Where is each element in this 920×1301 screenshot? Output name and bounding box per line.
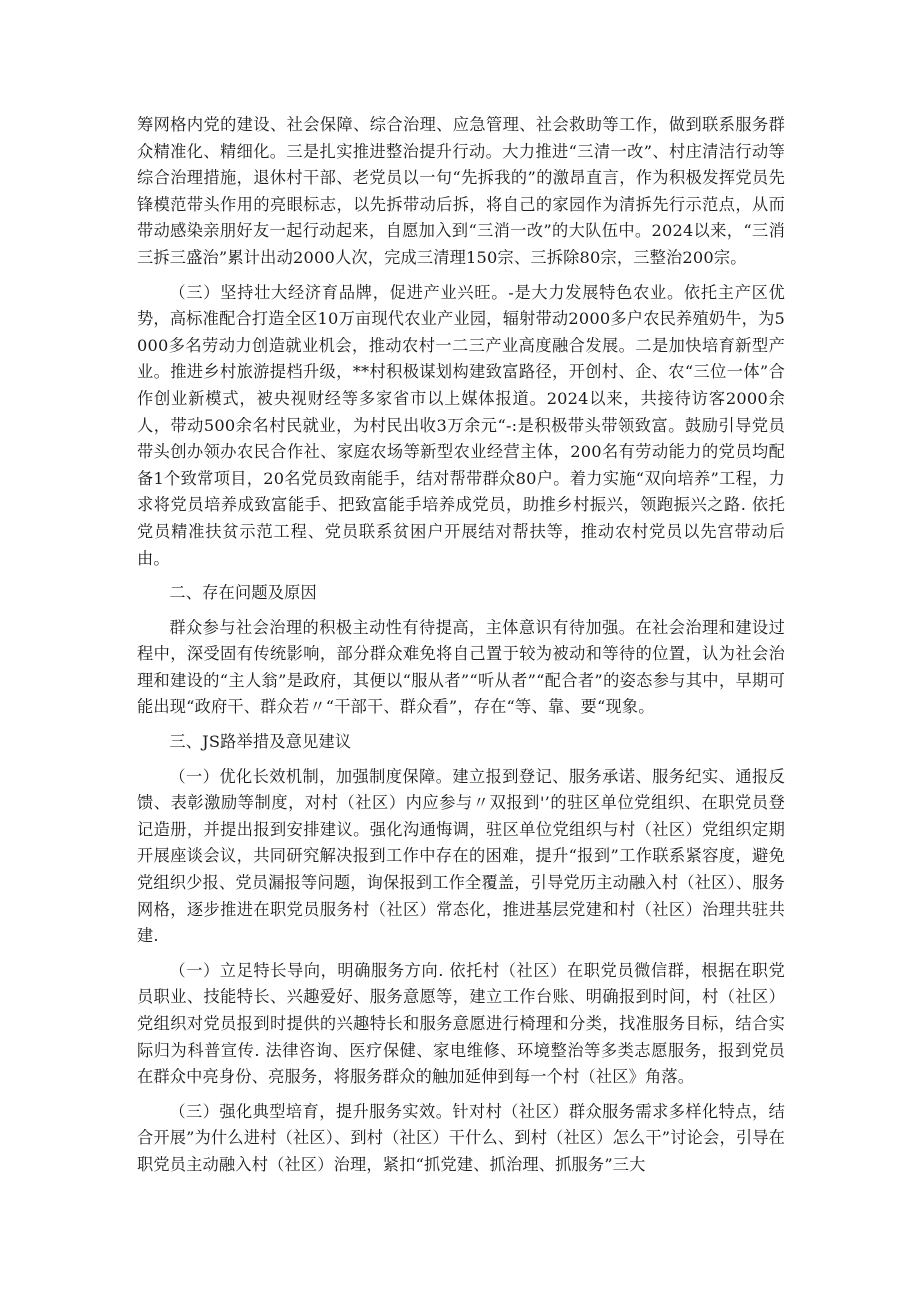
paragraph-economy-brand: （三）坚持壮大经济育品牌，促进产业兴旺。-是大力发展特色农业。依托主产区优势，高标准配合打造全区10万亩现代农业产业园，辐射带动2000多户农民养殖奶牛，为5000多名劳动力创造就业机会，推动农村一二三产业高度融合发展。二是加快培育新型产业。推进乡村旅游提档升级，**村积极谋划构建致富路径，开创村、企、农“三位一体”合作创业新模式，被央视财经等多家省市以上媒体报道。2024以来，共接待访客2000余人，带动500余名村民就业，为村民出收3万余元“-:是积极带头带领致富。鼓励引导党员带头创办领办农民合作社、家庭农场等新型农业经营主体，200名有劳动能力的党员均配备1个致常项目，20名党员致南能手，结对帮带群众80户。着力实施“双向培养”工程，力求将党员培养成致富能手、把致富能手培养成党员，助推乡村振兴，领跑振兴之路. 依托党员精准扶贫示范工程、党员联系贫困户开展结对帮扶等，推动农村党员以先宫带动后由。: [137, 282, 785, 568]
document-page: [137, 112, 785, 1187]
paragraph-typical-cultivation: （三）强化典型培育，提升服务实效。针对村（社区）群众服务需求多样化特点，结合开展”为什么进村（社区）、到村（社区）干什么、到村（社区）怎么干”讨论会，引导在职党员主动融入村（社区）治理，紧扣“抓党建、抓治理、抓服务”三大: [137, 1101, 785, 1174]
section-heading-problems: 二、存在问题及原因: [169, 583, 317, 603]
paragraph-specialty: （一）立足特长导向，明确服务方向. 依托村（社区）在职党员微信群，根据在职党员职业、技能特长、兴趣爱好、服务意愿等，建立工作台账、明确报到时间，村（社区）党组织对党员报到时提供的兴趣特长和服务意愿进行椅理和分类，找准服务目标，结合实际归为科普宣传. 法律咨询、医疗保健、家电维修、环境整治等多类志愿服务，报到党员在群众中亮身份、亮服务，将服务群众的触加延伸到每一个村（社区》角落。: [137, 960, 785, 1087]
section-heading-measures: 三、JS路举措及意见建议: [169, 732, 352, 752]
paragraph-mechanism: （一）优化长效机制，加强制度保障。建立报到登记、服务承诺、服务纪实、通报反馈、表彰激励等制度，对村（社区）内应参与〃双报到'’的驻区单位党组织、在职党员登记造册，并提出报到安排建议。强化沟通悔调，驻区单位党组织与村（社区）党组织定期开展座谈会议，共同研究解决报到工作中存在的困难，提升“报到”工作联系紧容度，避免党组织少报、党员漏报等问题，询保报到工作全覆盖，引导党历主动融入村（社区）、服务网格，逐步推进在职党员服务村（社区）常态化，推进基层党建和村（社区）治理共驻共建.: [137, 766, 785, 946]
paragraph-grid-management: 筹网格内党的建设、社会保障、综合治理、应急管理、社会救助等工作，做到联系服务群众精准化、精细化。三是扎实推进整治提升行动。大力推进“三清一改”、村庄清洁行动等综合治理措施，退休村干部、老党员以一句“先拆我的”的激昂直言，作为积极发挥党员先锋模范带头作用的亮眼标志，以先拆带动后拆，将自己的家园作为清拆先行示范点，从而带动感染亲朋好友一起行动起来，自愿加入到“三消一改”的大队伍中。2024以来，“三消三拆三盛治”累计出动2000人次，完成三清理150宗、三拆除80宗，三整治200宗。: [137, 115, 785, 267]
paragraph-problems: 群众参与社会治理的积极主动性有待提高，主体意识有待加强。在社会治理和建设过程中，深受固有传统影响，部分群众难免将自己置于较为被动和等待的位置，认为社会治理和建设的“主人翁”是政府，其便以“服从者”“听从者”“配合者”的姿态参与其中，早期可能出现“政府干、群众若〃“干部干、群众看”，存在“等、靠、要“现象。: [137, 617, 785, 717]
